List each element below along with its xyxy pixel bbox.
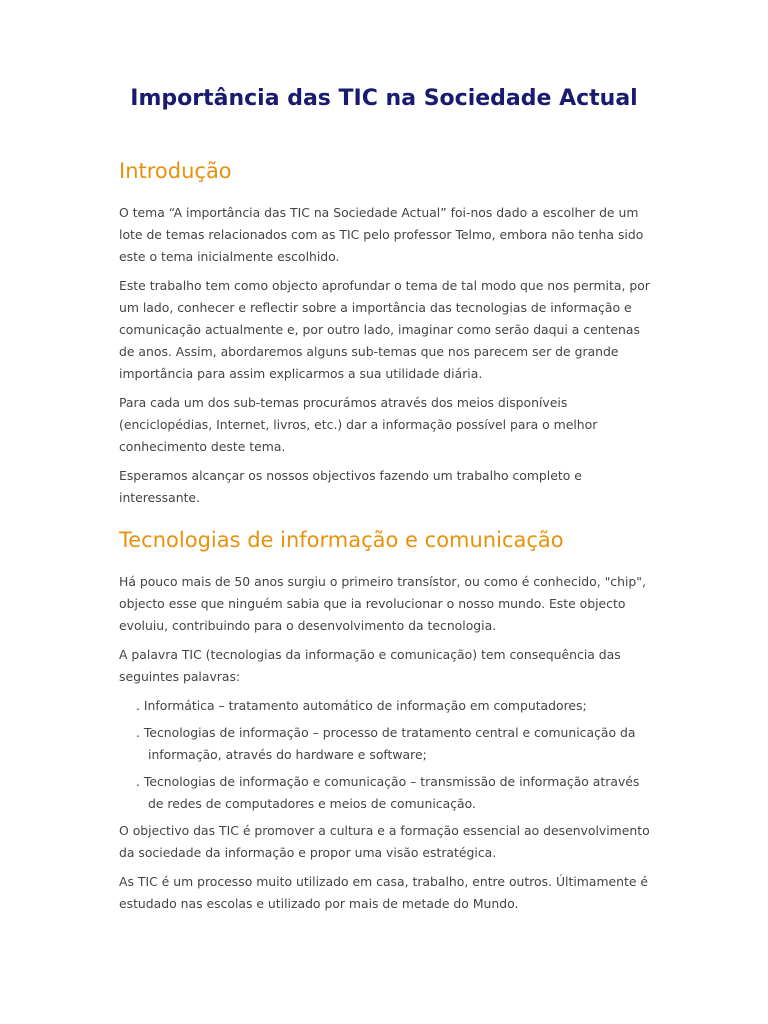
list-item: . Informática – tratamento automático de informação em computadores;	[136, 698, 587, 713]
document-body	[119, 154, 654, 922]
paragraph: O tema “A importância das TIC na Sociedade Actual” foi-nos dado a escolher de um lote de temas relacionados com as TIC pelo professor Telmo, embora não tenha sido este o tema inicialmente escolhido.	[119, 205, 644, 264]
paragraph: Esperamos alcançar os nossos objectivos fazendo um trabalho completo e interessante.	[119, 468, 582, 505]
list-item: . Tecnologias de informação – processo de tratamento central e comunicação da informação, através do hardware e software;	[136, 725, 636, 762]
paragraph: As TIC é um processo muito utilizado em casa, trabalho, entre outros. Últimamente é estudado nas escolas e utilizado por mais de metade do Mundo.	[119, 874, 649, 911]
section-heading: Introdução	[119, 159, 232, 183]
paragraph: O objectivo das TIC é promover a cultura e a formação essencial ao desenvolvimento da sociedade da informação e propor uma visão estratégica.	[119, 823, 650, 860]
section-tecnologias	[119, 523, 654, 915]
section-introducao	[119, 154, 654, 509]
paragraph: Há pouco mais de 50 anos surgiu o primeiro transístor, ou como é conhecido, "chip", objecto esse que ninguém sabia que ia revolucionar o nosso mundo. Este objecto evoluiu, contribuindo para o desenvolvimento da tecnologia.	[119, 574, 646, 633]
paragraph: A palavra TIC (tecnologias da informação e comunicação) tem consequência das seguintes palavras:	[119, 647, 621, 684]
paragraph: Para cada um dos sub-temas procurámos através dos meios disponíveis (enciclopédias, Internet, livros, etc.) dar a informação possível para o melhor conhecimento deste tema.	[119, 395, 598, 454]
list-item: . Tecnologias de informação e comunicação – transmissão de informação através de redes de computadores e meios de comunicação.	[136, 774, 640, 811]
paragraph: Este trabalho tem como objecto aprofundar o tema de tal modo que nos permita, por um lado, conhecer e reflectir sobre a importância das tecnologias de informação e comunicação actualmente e, por outro lado, imaginar como serão daqui a centenas de anos. Assim, abordaremos alguns sub-temas que nos parecem ser de grande importância para assim explicarmos a sua utilidade diária.	[119, 278, 650, 381]
section-heading: Tecnologias de informação e comunicação	[119, 528, 564, 552]
document-title: Importância das TIC na Sociedade Actual	[130, 86, 638, 111]
